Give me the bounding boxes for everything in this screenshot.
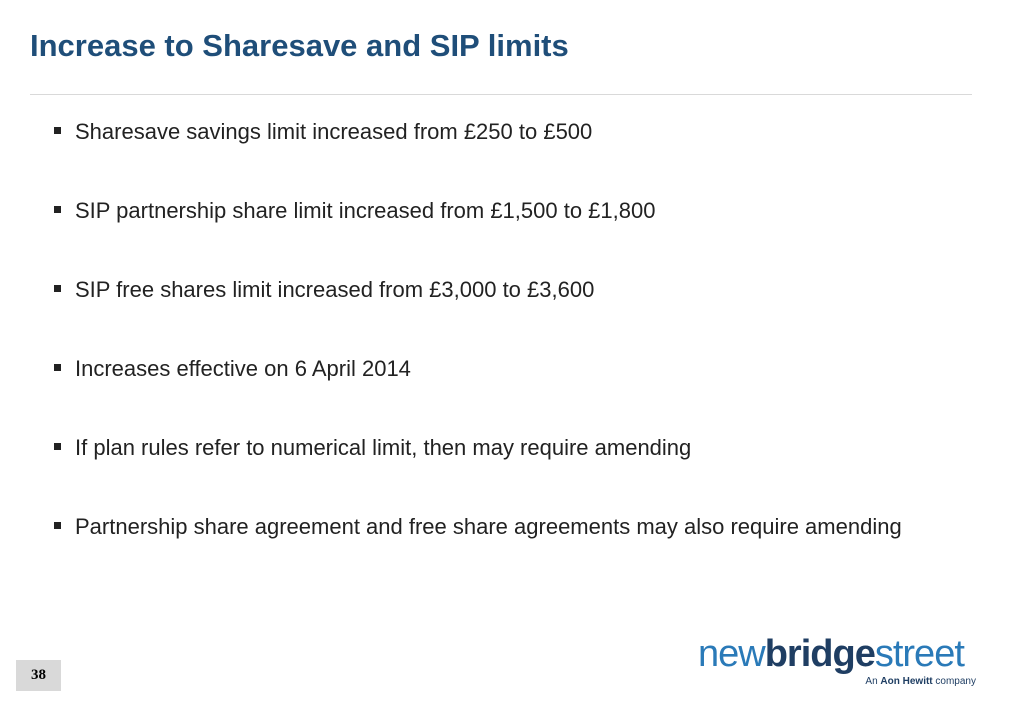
bullet-item bbox=[52, 116, 962, 147]
square-bullet-icon bbox=[52, 195, 75, 226]
square-bullet-icon bbox=[52, 274, 75, 305]
tagline-prefix: An bbox=[865, 676, 881, 687]
bullet-text: Increases effective on 6 April 2014 bbox=[75, 356, 411, 381]
logo-part-new: new bbox=[698, 633, 765, 675]
square-bullet-icon bbox=[52, 432, 75, 463]
logo-part-street: street bbox=[874, 633, 964, 675]
bullet-text: Partnership share agreement and free share agreements may also require amending bbox=[75, 514, 902, 539]
bullet-text: SIP free shares limit increased from £3,000 to £3,600 bbox=[75, 277, 595, 302]
bullet-text: If plan rules refer to numerical limit, then may require amending bbox=[75, 435, 692, 460]
bullet-item bbox=[52, 511, 962, 542]
tagline-suffix: company bbox=[932, 676, 976, 687]
logo-part-bridge: bridge bbox=[764, 633, 875, 675]
bullet-text: Sharesave savings limit increased from £250 to £500 bbox=[75, 119, 593, 144]
newbridgestreet-logo bbox=[698, 632, 978, 692]
bullet-item bbox=[52, 274, 962, 305]
slide-title: Increase to Sharesave and SIP limits bbox=[30, 28, 569, 63]
square-bullet-icon bbox=[52, 116, 75, 147]
title-divider bbox=[30, 94, 972, 95]
bullet-item bbox=[52, 195, 962, 226]
tagline-brand: Aon Hewitt bbox=[880, 676, 933, 687]
bullet-item bbox=[52, 432, 962, 463]
bullet-item bbox=[52, 353, 962, 384]
page-number: 38 bbox=[16, 660, 61, 691]
logo-wordmark bbox=[698, 632, 964, 676]
bullet-text: SIP partnership share limit increased from £1,500 to £1,800 bbox=[75, 198, 656, 223]
square-bullet-icon bbox=[52, 353, 75, 384]
logo-tagline bbox=[865, 676, 976, 687]
square-bullet-icon bbox=[52, 511, 75, 542]
